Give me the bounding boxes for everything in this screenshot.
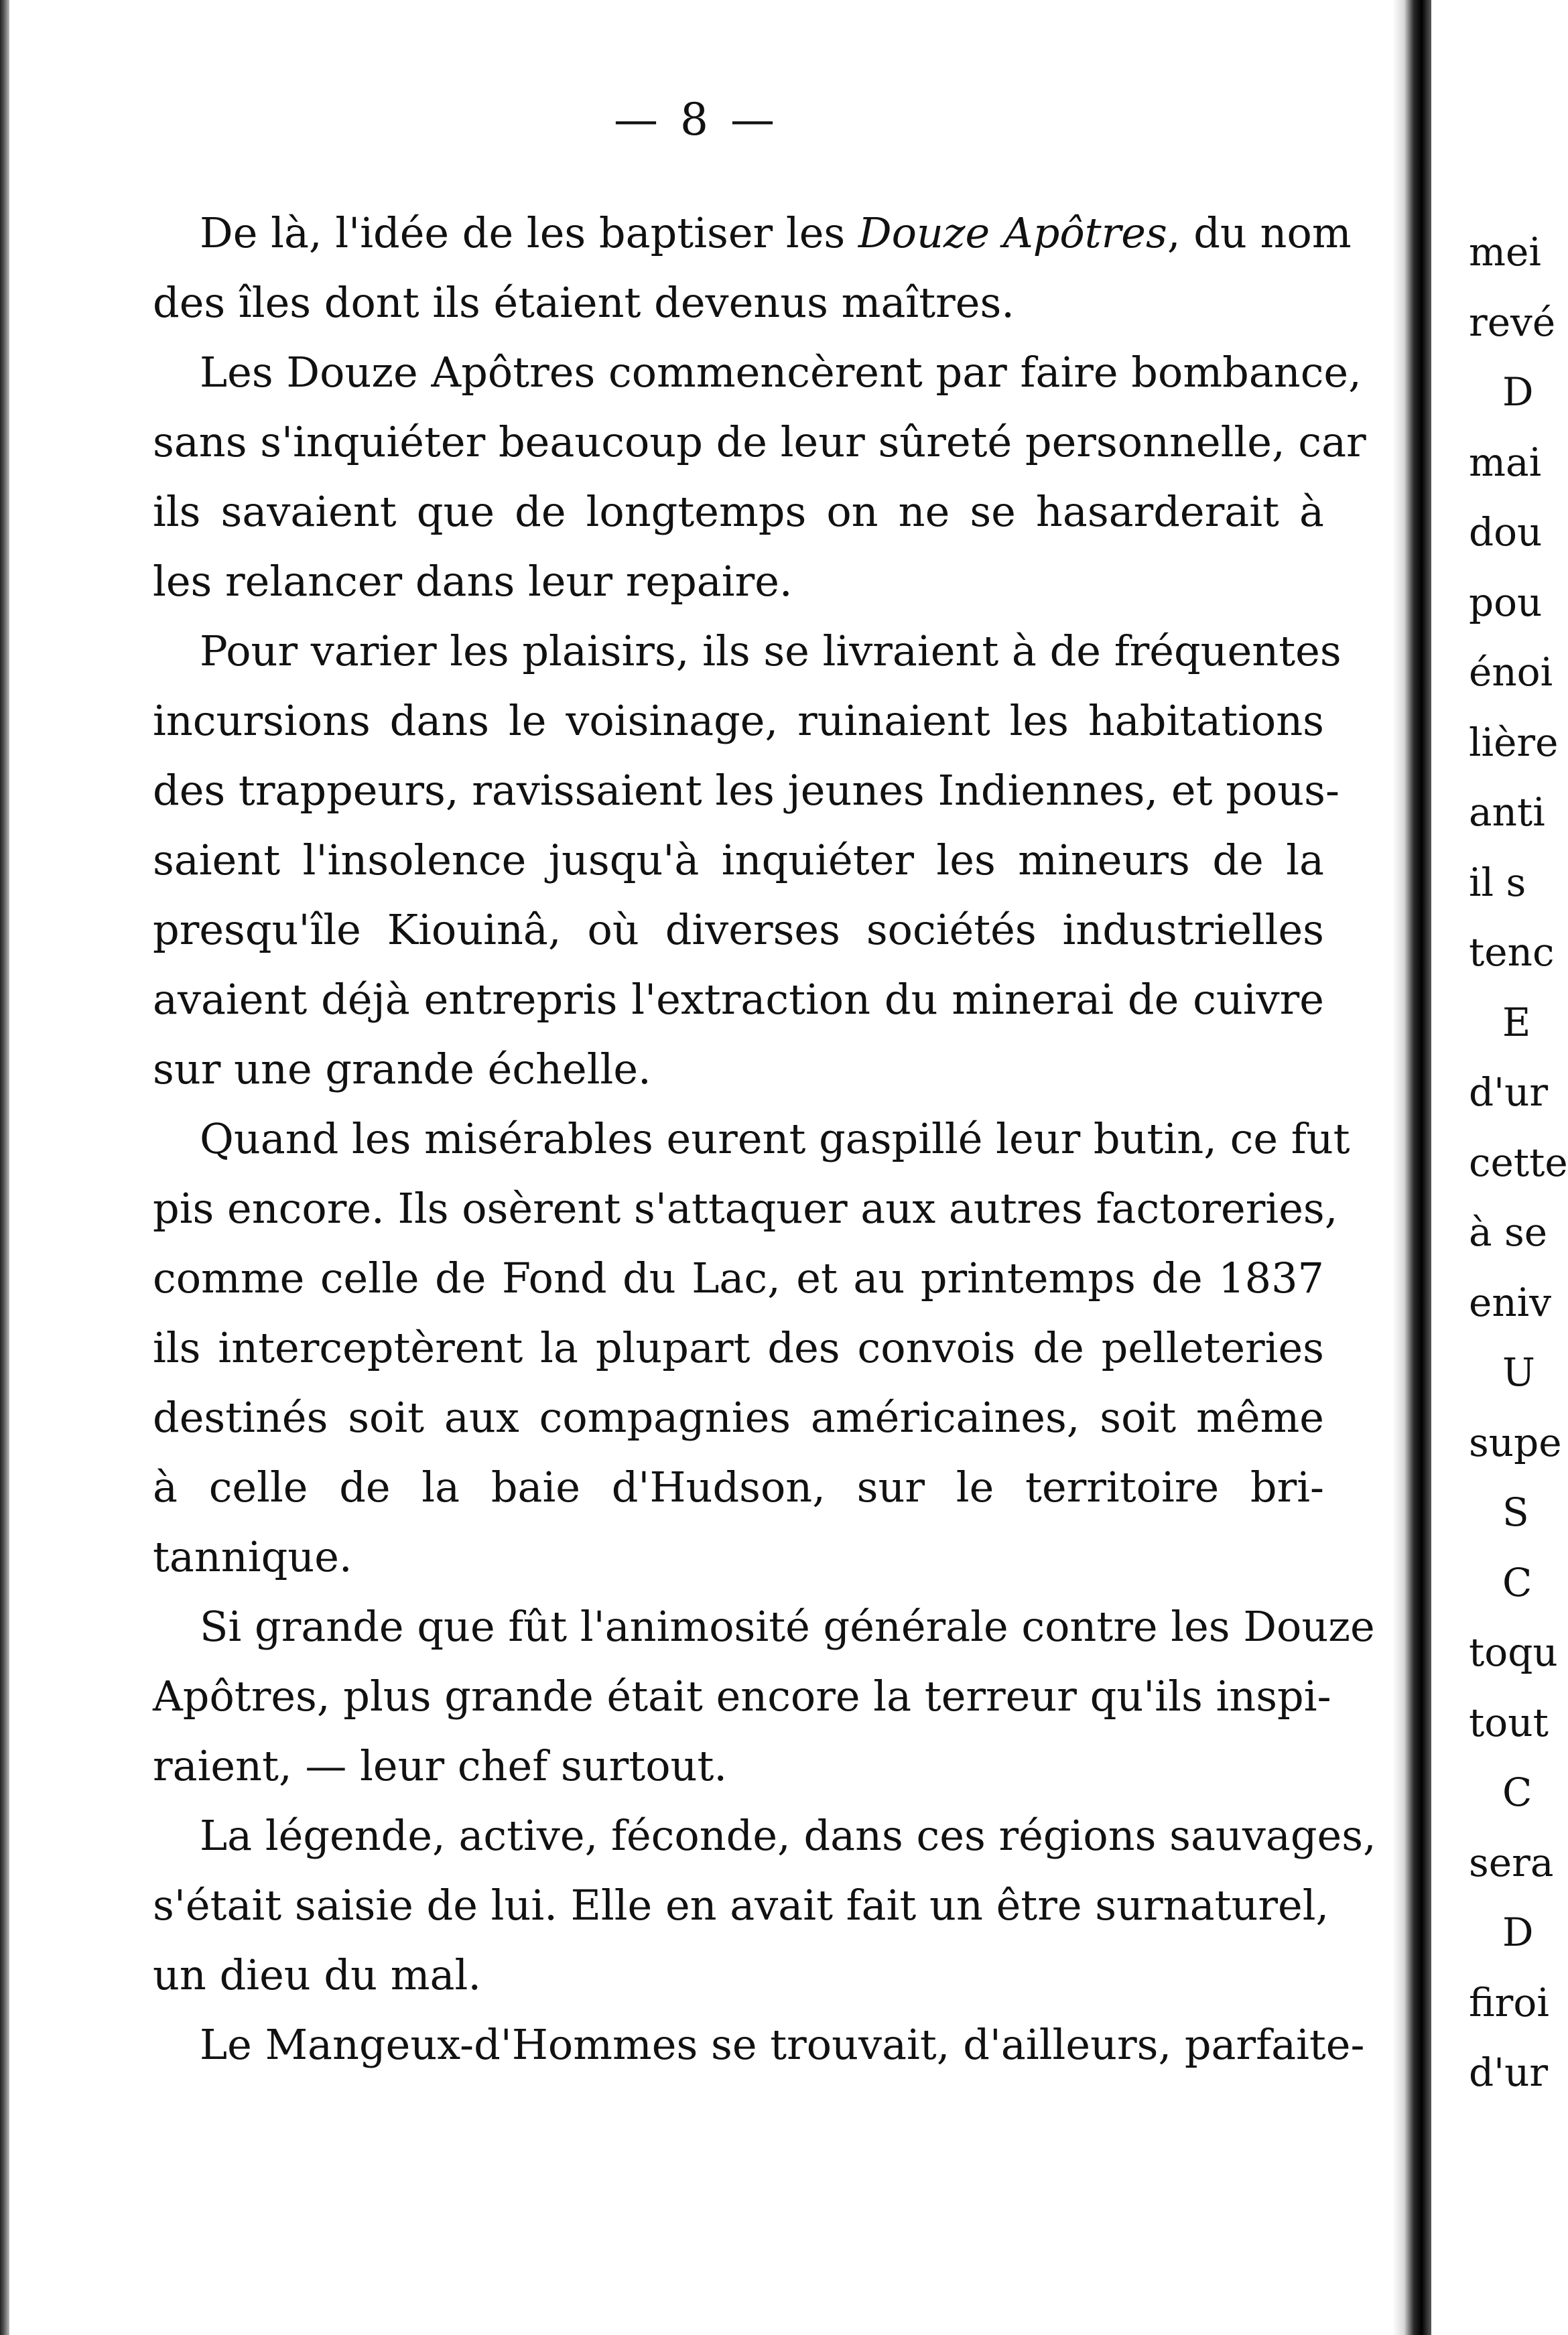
italic-title: Douze Apôtres [858,208,1167,257]
text-line-23: raient, — leur chef surtout. [153,1741,728,1790]
text-line-7: Pour varier les plaisirs, ils se livraient à de fréquentes [200,626,1342,675]
text-line-4: sans s'inquiéter beaucoup de leur sûreté personnelle, car [153,417,1366,466]
text-line-16: comme celle de Fond du Lac, et au printemps de 1837 [153,1254,1324,1303]
next-page-fragment: C [1502,1559,1532,1605]
next-page-fragment: tout [1469,1699,1549,1745]
text-line-15: pis encore. Ils osèrent s'attaquer aux autres factoreries, [153,1184,1338,1233]
text-line-21: Si grande que fût l'animosité générale contre les Douze [200,1602,1375,1651]
next-page-fragment: S [1502,1489,1529,1535]
text-line-25: s'était saisie de lui. Elle en avait fait un être surnaturel, [153,1881,1329,1930]
next-page-edge [1469,217,1568,2108]
text-line-3: Les Douze Apôtres commencèrent par faire bombance, [200,348,1362,397]
next-page-fragment: il s [1469,859,1526,905]
next-page-fragment: à se [1469,1209,1548,1255]
next-page-fragment: pou [1469,579,1543,625]
next-page-fragment: eniv [1469,1279,1551,1325]
book-gutter [1392,0,1431,2335]
text-line-20: tannique. [153,1532,352,1581]
text-line-22: Apôtres, plus grande était encore la terreur qu'ils inspi- [153,1672,1331,1721]
text-line-9: des trappeurs, ravissaient les jeunes Indiennes, et pous- [153,766,1340,815]
main-text-column [153,198,1376,2080]
next-page-fragment: toqu [1469,1629,1558,1675]
next-page-fragment: lière [1469,719,1559,765]
next-page-fragment: U [1502,1349,1535,1395]
next-page-fragment: dou [1469,509,1543,555]
text-line-24: La légende, active, féconde, dans ces régions sauvages, [200,1811,1376,1860]
page-number: — 8 — [614,94,779,145]
text-line-2: des îles dont ils étaient devenus maîtres. [153,278,1015,327]
text-line-13: sur une grande échelle. [153,1045,651,1093]
text-line-17: ils interceptèrent la plupart des convois de pelleteries [153,1323,1324,1372]
text-line-6: les relancer dans leur repaire. [153,557,793,606]
next-page-fragment: supe [1469,1419,1562,1465]
next-page-fragment: énoi [1469,649,1553,695]
next-page-fragment: firoi [1469,1979,1549,2025]
text-line-18: destinés soit aux compagnies américaines, soit même [153,1393,1324,1442]
next-page-fragment: d'ur [1469,1069,1549,1115]
next-page-fragment: C [1502,1770,1532,1815]
text-line-27: Le Mangeux-d'Hommes se trouvait, d'ailleurs, parfaite- [200,2020,1365,2069]
text-line-8: incursions dans le voisinage, ruinaient les habitations [153,696,1324,745]
next-page-fragment: mai [1469,439,1542,485]
text-line-26: un dieu du mal. [153,1950,482,1999]
next-page-fragment: tenc [1469,929,1555,975]
next-page-fragment: D [1502,369,1534,415]
next-page-fragment: sera [1469,1839,1554,1885]
text-line-1: De là, l'idée de les baptiser les Douze Apôtres, du nom [200,208,1352,257]
next-page-fragment: anti [1469,789,1545,835]
scan-border-left [0,0,9,2335]
text-line-10: saient l'insolence jusqu'à inquiéter les mineurs de la [153,836,1324,884]
next-page-fragment: mei [1469,229,1541,275]
text-line-19: à celle de la baie d'Hudson, sur le territoire bri- [153,1463,1324,1512]
text-line-5: ils savaient que de longtemps on ne se hasarderait à [153,487,1324,536]
next-page-fragment: D [1502,1910,1534,1955]
text-line-14: Quand les misérables eurent gaspillé leur butin, ce fut [200,1114,1350,1163]
text-line-12: avaient déjà entrepris l'extraction du minerai de cuivre [153,975,1324,1024]
next-page-fragment: d'ur [1469,2050,1549,2095]
next-page-fragment: revé [1469,299,1556,345]
next-page-fragment: cette [1469,1139,1568,1185]
next-page-fragment: E [1502,999,1531,1045]
text-line-11: presqu'île Kiouinâ, où diverses sociétés industrielles [153,905,1324,954]
